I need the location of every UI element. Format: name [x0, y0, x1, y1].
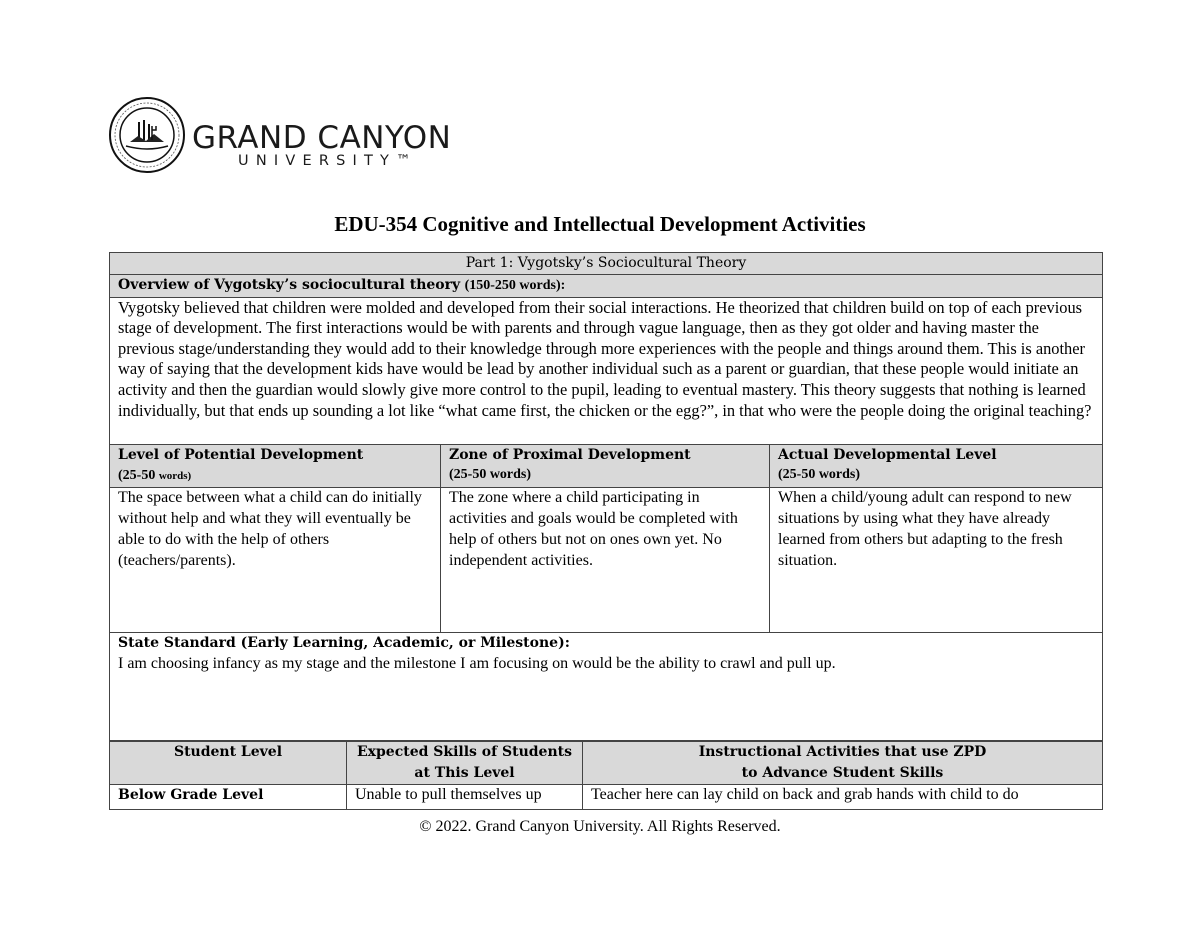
potential-development-header — [110, 444, 441, 488]
potential-words-b: words) — [158, 470, 192, 483]
overview-label-cell — [110, 274, 1103, 297]
actual-words: (25-50 words) — [778, 467, 861, 483]
proximal-words: (25-50 words) — [449, 467, 532, 483]
expected-skills-header-line1: Expected Skills of Students — [356, 744, 572, 760]
overview-text-row — [110, 297, 1103, 444]
overview-label-row — [110, 274, 1103, 297]
university-logo — [108, 96, 468, 176]
expected-skills-header-line2: at This Level — [414, 764, 515, 781]
skills-table — [109, 741, 1103, 810]
row-student-level: Below Grade Level — [110, 785, 347, 810]
state-standard-cell — [110, 633, 1103, 741]
state-standard-label: State Standard (Early Learning, Academic, or Milestone): — [118, 635, 570, 652]
part1-header: Part 1: Vygotsky’s Sociocultural Theory — [110, 253, 1103, 275]
development-text-row — [110, 488, 1103, 633]
table-row — [110, 785, 1103, 810]
overview-label: Overview of Vygotsky’s sociocultural theory — [118, 276, 461, 293]
page-title: EDU-354 Cognitive and Intellectual Development Activities — [334, 212, 866, 236]
instructional-activities-header — [583, 742, 1103, 785]
actual-development-text: When a child/young adult can respond to new situations by using what they have already learned from others but adapting to the fresh situation. — [770, 488, 1103, 633]
row-expected-skills: Unable to pull themselves up — [347, 785, 583, 810]
instructional-activities-header-line2: to Advance Student Skills — [741, 764, 944, 781]
copyright-footer: © 2022. Grand Canyon University. All Rights Reserved. — [419, 818, 781, 835]
row-instructional-activity: Teacher here can lay child on back and grab hands with child to do — [583, 785, 1103, 810]
state-standard-row — [110, 633, 1103, 741]
logo-wordmark: GRAND CANYON — [192, 120, 452, 156]
overview-text: Vygotsky believed that children were molded and developed from their social interactions. He theorized that children build on top of each previous stage of development. The first interactions would be with parents and through vague language, then as they got older and having master the previous stage/understanding they would add to their knowledge through more experiences with the people and things around them. This is another way of saying that the development kids have would be lead by another individual such as a parent or guardian, that these people would initiate an activity and then the guardian would slowly give more control to the pupil, leading to eventual mastery. This theory suggests that nothing is learned individually, but that ends up sounding a lot like “what came first, the chicken or the egg?”, in that who were the people doing the original teaching? — [110, 297, 1103, 444]
proximal-development-header — [441, 444, 770, 488]
proximal-development-heading: Zone of Proximal Development — [449, 446, 691, 463]
part1-table — [109, 252, 1103, 741]
skills-header-row — [110, 742, 1103, 785]
potential-words-a: (25-50 — [118, 468, 159, 484]
university-seal-icon — [108, 96, 186, 174]
part1-header-row — [110, 253, 1103, 275]
potential-development-heading: Level of Potential Development — [118, 446, 364, 463]
actual-development-heading: Actual Developmental Level — [778, 446, 997, 463]
student-level-header: Student Level — [110, 742, 347, 785]
state-standard-text: I am choosing infancy as my stage and the milestone I am focusing on would be the ability to crawl and pull up. — [118, 654, 836, 672]
overview-word-count: (150-250 words): — [464, 277, 566, 293]
potential-development-text: The space between what a child can do initially without help and what they will eventually be able to do with the help of others (teachers/parents). — [110, 488, 441, 633]
proximal-development-text: The zone where a child participating in activities and goals would be completed with help of others but not on ones own yet. No independent activities. — [441, 488, 770, 633]
logo-subtitle: UNIVERSITY™ — [238, 153, 418, 169]
expected-skills-header — [347, 742, 583, 785]
development-headers-row — [110, 444, 1103, 488]
instructional-activities-header-line1: Instructional Activities that use ZPD — [698, 744, 987, 760]
actual-development-header — [770, 444, 1103, 488]
